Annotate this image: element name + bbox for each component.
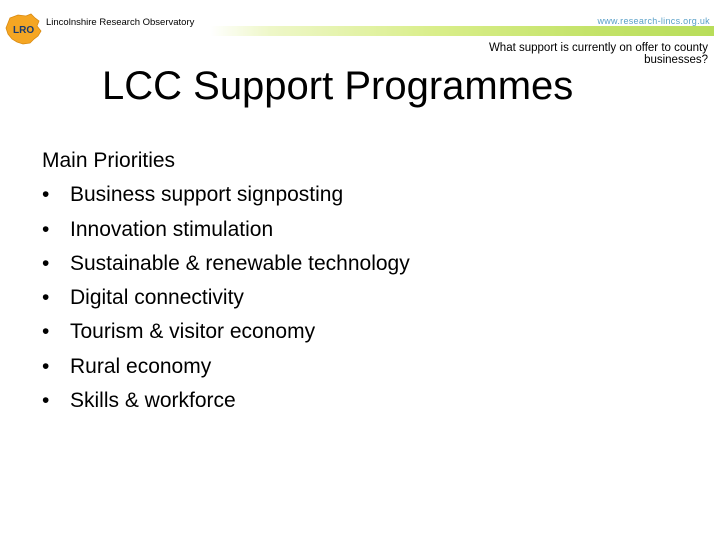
list-item xyxy=(42,213,682,247)
slide-title: LCC Support Programmes xyxy=(102,64,574,108)
bullet-icon: • xyxy=(42,217,50,241)
slide-content xyxy=(42,144,682,418)
list-item xyxy=(42,178,682,212)
bullet-icon: • xyxy=(42,251,50,275)
logo-text: LRO xyxy=(13,25,35,36)
list-item-text: Rural economy xyxy=(70,354,212,378)
bullet-icon: • xyxy=(42,354,50,378)
slide-question: What support is currently on offer to county businesses? xyxy=(488,42,708,66)
bullet-icon: • xyxy=(42,320,50,344)
header-gradient-bar xyxy=(210,26,714,36)
list-item xyxy=(42,315,682,349)
list-item-text: Digital connectivity xyxy=(70,286,244,310)
bullet-icon: • xyxy=(42,183,50,207)
list-item-text: Skills & workforce xyxy=(70,389,236,413)
bullet-icon: • xyxy=(42,286,50,310)
organization-name: Lincolnshire Research Observatory xyxy=(46,17,195,28)
list-item xyxy=(42,247,682,281)
list-item-text: Innovation stimulation xyxy=(70,217,274,241)
list-item-text: Sustainable & renewable technology xyxy=(70,251,410,275)
list-item xyxy=(42,384,682,418)
bullet-icon: • xyxy=(42,389,50,413)
list-item-text: Tourism & visitor economy xyxy=(70,320,316,344)
lincolnshire-map-icon xyxy=(4,12,44,46)
lro-logo xyxy=(4,12,44,46)
list-item xyxy=(42,281,682,315)
list-item xyxy=(42,350,682,384)
website-url[interactable]: www.research-lincs.org.uk xyxy=(597,16,710,26)
list-item-text: Business support signposting xyxy=(70,183,344,207)
content-heading: Main Priorities xyxy=(42,149,176,172)
priorities-list xyxy=(42,178,682,418)
